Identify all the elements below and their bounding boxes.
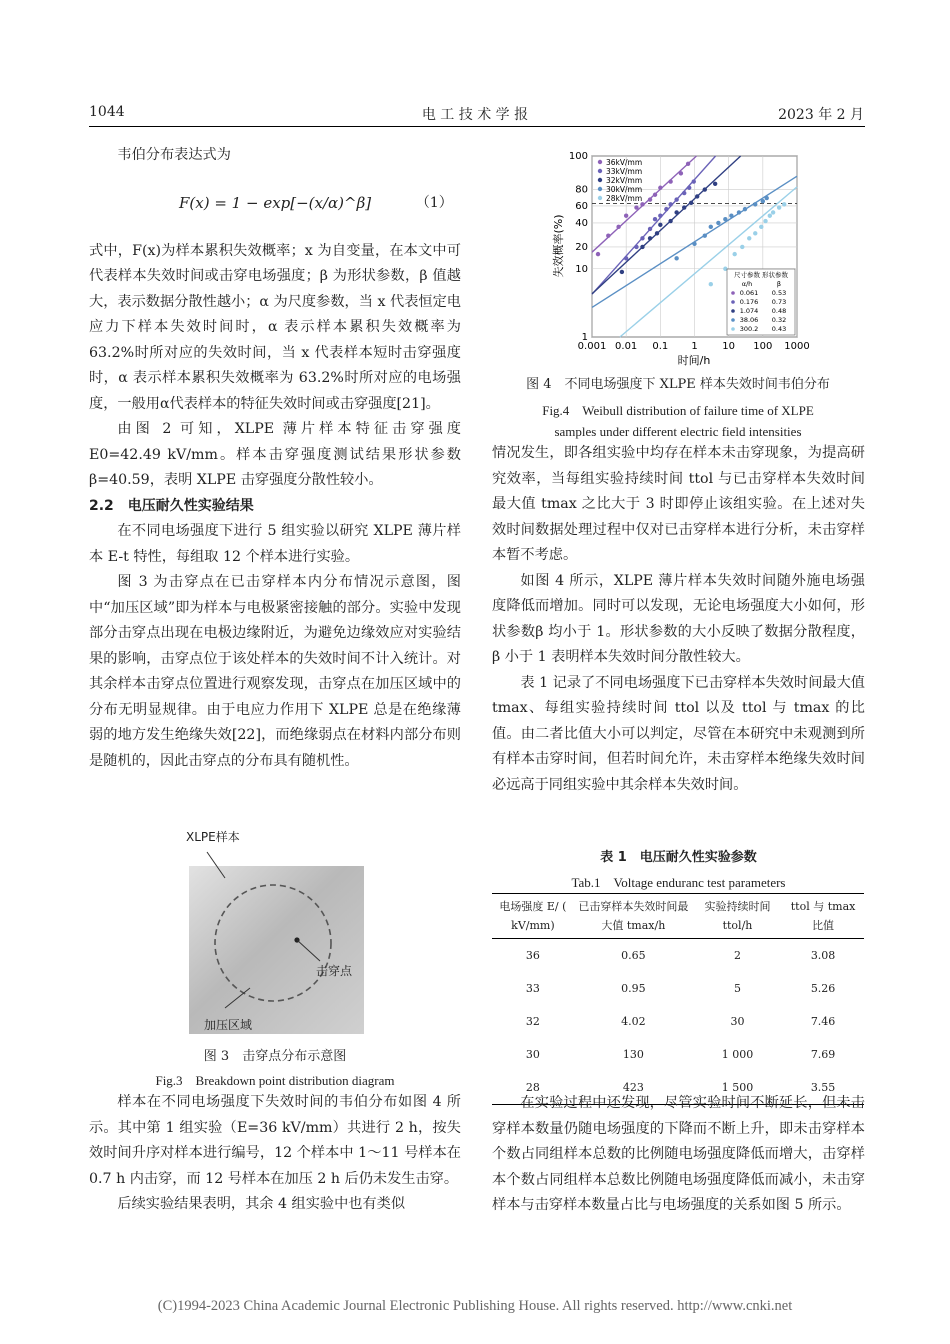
data-point-33kV/mm (640, 236, 644, 240)
data-point-33kV/mm (658, 214, 662, 218)
data-point-33kV/mm (634, 245, 638, 249)
data-point-36kV/mm (679, 171, 683, 175)
y-tick-label: 40 (575, 217, 588, 229)
legend-marker (598, 196, 602, 200)
legend-marker (598, 178, 602, 182)
data-point-36kV/mm (616, 225, 620, 229)
data-point-32kV/mm (640, 245, 644, 249)
data-point-32kV/mm (658, 223, 662, 227)
left-column-bottom (89, 1090, 461, 1218)
after-fig3-paragraph: 样本在不同电场强度下失效时间的韦伯分布如图 4 所示。其中第 1 组实验（E=36 kV/mm）共进行 2 h，按失效时间升序对样本进行编号，12 个样本中 1～11 号样本在 0.7 h 内击穿，而 12 号样本在加压 2 h 后仍未发生击穿。 (89, 1094, 461, 1187)
data-point-32kV/mm (713, 182, 717, 186)
inset-beta: 0.48 (771, 307, 787, 315)
fig3-label-point: 击穿点 (316, 964, 353, 978)
data-point-30kV/mm (729, 214, 733, 218)
table-cell: 30 (730, 1015, 745, 1028)
table1-title-cn: 表 1 电压耐久性实验参数 (600, 850, 757, 865)
inset-beta: 0.73 (771, 298, 787, 306)
legend-marker (598, 160, 602, 164)
right-column-bottom (492, 1091, 865, 1219)
data-point-30kV/mm (743, 207, 747, 211)
data-point-33kV/mm (692, 179, 696, 183)
data-point-28kV/mm (732, 252, 736, 256)
formula-number: （1） (415, 194, 453, 211)
y-tick-label: 100 (568, 151, 588, 162)
formula-block (89, 169, 461, 239)
table-cell: 0.65 (621, 949, 646, 962)
inset-table-header: α/h (741, 280, 753, 288)
x-tick-label: 0.001 (577, 341, 607, 352)
table-cell: 7.46 (810, 1015, 836, 1028)
data-point-28kV/mm (753, 231, 757, 235)
fig4-caption-en-2: samples under different electric field intensities (554, 424, 802, 439)
data-point-33kV/mm (687, 186, 691, 190)
y-axis-label: 失效概率(%) (552, 214, 565, 278)
table-cell: 4.02 (621, 1015, 646, 1028)
data-point-30kV/mm (703, 234, 707, 238)
data-point-28kV/mm (759, 225, 763, 229)
data-point-33kV/mm (653, 217, 657, 221)
inset-alpha: 0.176 (739, 298, 759, 306)
legend-marker (598, 187, 602, 191)
table-row (492, 972, 864, 1005)
fig3-caption-en: Fig.3 Breakdown point distribution diagram (155, 1073, 395, 1088)
data-point-32kV/mm (655, 231, 659, 235)
data-point-33kV/mm (648, 227, 652, 231)
table-cell: 5.26 (810, 982, 836, 995)
y-tick-label: 60 (575, 200, 588, 212)
data-point-28kV/mm (740, 245, 744, 249)
right-paragraph-1: 情况发生，即各组实验中均存在样本未击穿现象，为提高研究效率，当每组实验持续时间 ttol 与已击穿样本失效时间最大值 tmax 之比大于 3 时即停止该组实验。在上述对失效时间数据处理过程中仅对已击穿样本进行分析，未击穿样本暂不考虑。 (492, 445, 865, 563)
data-point-30kV/mm (674, 256, 678, 260)
fig4-caption-cn: 图 4 不同电场强度下 XLPE 样本失效时间韦伯分布 (526, 377, 830, 392)
inset-beta: 0.43 (771, 325, 787, 333)
data-point-30kV/mm (692, 242, 696, 246)
table-row (492, 939, 864, 973)
data-point-33kV/mm (682, 191, 686, 195)
table1-title-en: Tab.1 Voltage enduranc test parameters (571, 875, 786, 890)
table1-header-cell: 实验持续时间 ttol/h (704, 900, 771, 932)
table-cell: 28 (525, 1081, 540, 1094)
data-point-28kV/mm (782, 202, 786, 206)
data-point-28kV/mm (771, 210, 775, 214)
table-cell: 7.69 (810, 1048, 836, 1061)
table-cell: 130 (622, 1048, 644, 1061)
table1 (492, 893, 864, 1105)
table-cell: 0.95 (621, 982, 646, 995)
data-point-36kV/mm (668, 179, 672, 183)
x-axis-label: 时间/h (677, 354, 711, 367)
table-cell: 5 (733, 982, 741, 995)
table1-header-cell: 已击穿样本失效时间最大值 tmax/h (578, 900, 689, 932)
right-paragraph-3: 表 1 记录了不同电场强度下已击穿样本失效时间最大值 tmax、每组实验持续时间 ttol 以及 ttol 与 tmax 的比值。由二者比值大小可以判定，尽管在本研究中未观测到所有样本击穿时间，但若时间允许，未击穿样本绝缘失效时间必远高于同组实验中其余样本失效时间。 (492, 674, 865, 793)
inset-table-title: 尺寸参数 形状参数 (733, 271, 789, 279)
data-point-32kV/mm (703, 187, 707, 191)
table-row (492, 1038, 864, 1071)
fig2-paragraph: 由图 2 可知，XLPE 薄片样本特征击穿强度 E0=42.49 kV/mm。样本击穿强度测试结果形状参数β=40.59，表明 XLPE 击穿强度分散性较小。 (89, 421, 461, 488)
right-paragraph-4: 在实验过程中还发现，尽管实验时间不断延长，但未击穿样本数量仍随电场强度的下降而不断上升，即未击穿样本个数占同组样本总数的比例随电场强度降低而增大，击穿样本个数占同组样本总数比例随电场强度降低而减小，未击穿样本与击穿样本数量占比与电场强度的关系如图 5 所示。 (492, 1095, 865, 1213)
table1-header-row (492, 894, 864, 939)
data-point-28kV/mm (709, 282, 713, 286)
table-cell: 30 (525, 1048, 540, 1061)
inset-marker (731, 318, 735, 322)
legend-marker (598, 169, 602, 173)
inset-beta: 0.53 (771, 289, 787, 297)
x-tick-label: 1000 (784, 341, 810, 352)
table-row (492, 1005, 864, 1038)
fig4-caption-en-1: Fig.4 Weibull distribution of failure time of XLPE (542, 403, 814, 418)
data-point-32kV/mm (668, 219, 672, 223)
table1-header-cell: 电场强度 E/ ( kV/mm) (499, 900, 567, 932)
legend-label: 36kV/mm (606, 158, 643, 167)
inset-table-header: β (776, 280, 782, 288)
x-tick-label: 0.01 (615, 341, 638, 352)
legend-label: 33kV/mm (606, 167, 643, 176)
inset-alpha: 1.074 (739, 307, 759, 315)
data-point-32kV/mm (648, 236, 652, 240)
fig3-diagram (175, 848, 385, 1043)
x-tick-label: 100 (753, 341, 773, 352)
y-tick-label: 20 (575, 241, 588, 253)
last-left-paragraph: 后续实验结果表明，其余 4 组实验中也有类似 (117, 1196, 406, 1212)
weibull-formula: F(x) = 1 − exp[−(x/α)^β] (179, 193, 372, 212)
y-tick-label: 10 (575, 263, 588, 275)
y-tick-label: 1 (581, 332, 588, 343)
table-cell: 36 (525, 949, 540, 962)
figure-3 (175, 848, 385, 1043)
data-point-32kV/mm (674, 210, 678, 214)
header-rule (89, 126, 865, 127)
table-cell: 2 (733, 949, 741, 962)
inset-alpha: 300.2 (739, 325, 759, 333)
legend-label: 32kV/mm (606, 176, 643, 185)
inset-beta: 0.32 (771, 316, 787, 324)
inset-alpha: 38.06 (739, 316, 759, 324)
data-point-36kV/mm (648, 197, 652, 201)
formula-definitions: 式中，F(x)为样本累积失效概率；x 为自变量，在本文中可代表样本失效时间或击穿电场强度；β 为形状参数，β 值越大，表示数据分散性越小；α 为尺度参数，当 x 代表恒定电应力下样本失效时间时，α 表示样本累积失效概率为 63.2%时所对应的失效时间，当 x 代表样本短时击穿强度时，α 表示样本累积失效概率为 63.2%时所对应的电场强度，一般用α代表样本的特征失效时间或击穿强度[21]。 (89, 242, 461, 412)
data-point-30kV/mm (753, 202, 757, 206)
data-point-28kV/mm (747, 236, 751, 240)
data-point-32kV/mm (682, 205, 686, 209)
data-point-30kV/mm (723, 217, 727, 221)
data-point-33kV/mm (668, 202, 672, 206)
fig3-label-area: 加压区域 (204, 1018, 253, 1032)
right-column (492, 441, 865, 798)
table-cell: 423 (622, 1081, 644, 1094)
data-point-36kV/mm (658, 186, 662, 190)
section-paragraph-2: 图 3 为击穿点在已击穿样本内分布情况示意图，图中“加压区域”即为样本与电极紧密接触的部分。实验中发现部分击穿点出现在电极边缘附近，为避免边缘效应对实验结果的影响，击穿点位于该处样本的失效时间不计入统计。对其余样本击穿点位置进行观察发现，击穿点在加压区域中的分布无明显规律。由于电应力作用下 XLPE 总是在绝缘薄弱的地方发生绝缘失效[22]，而绝缘弱点在材料内部分布则是随机的，因此击穿点的分布具有随机性。 (89, 574, 461, 769)
section-title: 2.2 电压耐久性实验结果 (89, 497, 254, 514)
data-point-36kV/mm (686, 162, 690, 166)
table1-body (492, 939, 864, 1105)
right-paragraph-2: 如图 4 所示，XLPE 薄片样本失效时间随外施电场强度降低而增加。同时可以发现，无论电场强度大小如何，形状参数β 均小于 1。形状参数的大小反映了数据分散程度，β 小于 1 表明样本失效时间分散性较大。 (492, 572, 865, 665)
data-point-36kV/mm (606, 234, 610, 238)
fig4-chart (548, 148, 810, 370)
fig3-label-sample: XLPE样本 (186, 830, 240, 844)
legend-label: 30kV/mm (606, 185, 643, 194)
inset-alpha: 0.061 (739, 289, 759, 297)
data-point-30kV/mm (765, 196, 769, 200)
fig4-plot-area (569, 151, 810, 352)
data-point-30kV/mm (709, 225, 713, 229)
data-point-28kV/mm (777, 205, 781, 209)
fig3-caption-cn: 图 3 击穿点分布示意图 (203, 1049, 347, 1064)
data-point-28kV/mm (768, 214, 772, 218)
table-cell: 33 (525, 982, 540, 995)
data-point-30kV/mm (761, 199, 765, 203)
data-point-30kV/mm (737, 210, 741, 214)
data-point-32kV/mm (620, 270, 624, 274)
data-point-32kV/mm (695, 194, 699, 198)
table-cell: 1 500 (721, 1081, 754, 1094)
x-tick-label: 10 (722, 341, 736, 352)
data-point-32kV/mm (689, 201, 693, 205)
weibull-intro: 韦伯分布表达式为 (117, 147, 231, 163)
data-point-33kV/mm (664, 207, 668, 211)
page-number: 1044 (89, 104, 125, 120)
inset-marker (731, 291, 735, 295)
legend-label: 28kV/mm (606, 194, 643, 203)
table-cell: 3.08 (810, 949, 836, 962)
footer-copyright: (C)1994-2023 China Academic Journal Electronic Publishing House. All rights reserved. http://www.cnki.net (157, 1298, 793, 1314)
data-point-33kV/mm (674, 197, 678, 201)
journal-title: 电 工 技 术 学 报 (421, 107, 529, 123)
data-point-28kV/mm (763, 219, 767, 223)
table-cell: 32 (525, 1015, 540, 1028)
table-cell: 3.55 (810, 1081, 836, 1094)
x-tick-label: 1 (691, 341, 698, 352)
issue-date: 2023 年 2 月 (778, 107, 864, 123)
table1-header-cell: ttol 与 tmax 比值 (790, 900, 856, 932)
data-point-36kV/mm (624, 214, 628, 218)
data-point-36kV/mm (634, 205, 638, 209)
inset-marker (731, 327, 735, 331)
inset-marker (731, 309, 735, 313)
table-cell: 1 000 (721, 1048, 754, 1061)
data-point-36kV/mm (596, 252, 600, 256)
data-point-36kV/mm (653, 193, 657, 197)
y-tick-label: 80 (575, 184, 588, 196)
x-tick-label: 0.1 (652, 341, 669, 352)
data-point-30kV/mm (716, 221, 720, 225)
inset-marker (731, 300, 735, 304)
section-paragraph-1: 在不同电场强度下进行 5 组实验以研究 XLPE 薄片样本 E-t 特性，每组取 12 个样本进行实验。 (89, 523, 461, 565)
left-column (89, 143, 461, 774)
